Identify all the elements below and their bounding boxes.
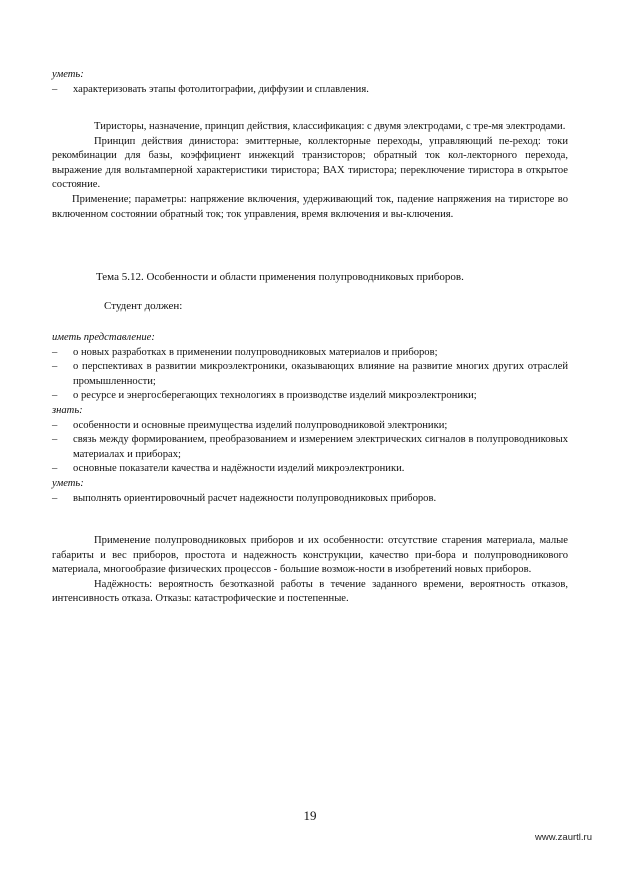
site-watermark: www.zaurtl.ru — [534, 832, 592, 843]
student-heading: Студент должен: — [104, 300, 183, 312]
list-item — [52, 419, 568, 434]
paragraph: Принцип действия динистора: эмиттерные, коллекторные переходы, управляющий пе-реход: токи рекомбинации для базы, коэффициент инжекций транзисторов; обратный ток кол-лекторного перехода, выражение для вольтамперной характеристики тиристора; ВАХ тиристора; переключение тиристора в открытое состояние. — [52, 135, 568, 191]
list-item-text: особенности и основные преимущества изделий полупроводниковой электроники; — [73, 419, 448, 431]
section-skills-1 — [52, 68, 568, 97]
list-item-text: связь между формированием, преобразованием и измерением электрических сигналов в полупроводниковых материалах и приборах; — [73, 434, 568, 460]
paragraph: Тиристоры, назначение, принцип действия, классификация: с двумя электродами, с тре-мя электродами. — [94, 121, 566, 132]
predst-label: иметь представление: — [52, 332, 155, 343]
dash-marker: – — [52, 83, 58, 95]
list-item-text: основные показатели качества и надёжности изделий микроэлектроники. — [73, 463, 405, 475]
list-item-text: характеризовать этапы фотолитографии, диффузии и сплавления. — [73, 83, 369, 95]
content-paragraphs-1 — [52, 120, 568, 222]
paragraph: Надёжность: вероятность безотказной работы в течение заданного времени, вероятность отказов, интенсивность отказа. Отказы: катастрофические и постепенные. — [52, 578, 568, 605]
dash-marker: – — [52, 419, 58, 431]
dash-marker: – — [52, 361, 58, 373]
dash-marker: – — [52, 390, 58, 402]
list-item — [52, 360, 568, 389]
page-number: 19 — [303, 808, 317, 823]
list-item — [52, 389, 568, 404]
dash-marker: – — [52, 346, 58, 358]
dash-marker: – — [52, 463, 58, 475]
topic-heading: Тема 5.12. Особенности и области применения полупроводниковых приборов. — [96, 271, 464, 283]
list-item — [52, 462, 568, 477]
list-item-text: о ресурсе и энергосберегающих технологиях в производстве изделий микроэлектроники; — [73, 390, 477, 402]
list-item — [52, 83, 568, 98]
list-item-text: о перспективах в развитии микроэлектроники, оказывающих влияние на развитие многих других отраслей промышленности; — [73, 361, 568, 387]
list-item — [52, 492, 568, 507]
list-item-text: о новых разработках в применении полупроводниковых материалов и приборов; — [73, 346, 438, 358]
dash-marker: – — [52, 434, 58, 446]
list-item — [52, 433, 568, 462]
umet-label: уметь: — [52, 69, 84, 80]
umet-label: уметь: — [52, 477, 84, 489]
list-item-text: выполнять ориентировочный расчет надежности полупроводниковых приборов. — [73, 492, 437, 504]
paragraph: Применение; параметры: напряжение включения, удерживающий ток, падение напряжения на тиристоре во включенном состоянии обратный ток; ток управления, время включения и вы-ключения. — [52, 193, 568, 220]
content-paragraphs-2 — [52, 534, 568, 607]
paragraph: Применение полупроводниковых приборов и их особенности: отсутствие старения материала, малые габариты и вес приборов, простота и надежность конструкции, качество при-бора и полупроводникового материала, многообразие физических процессов - большие возмож-ности в изобретений новых приборов. — [52, 535, 568, 576]
znat-label: знать: — [52, 404, 83, 416]
dash-marker: – — [52, 492, 58, 504]
list-item — [52, 346, 568, 361]
section-skills-2 — [52, 331, 568, 506]
